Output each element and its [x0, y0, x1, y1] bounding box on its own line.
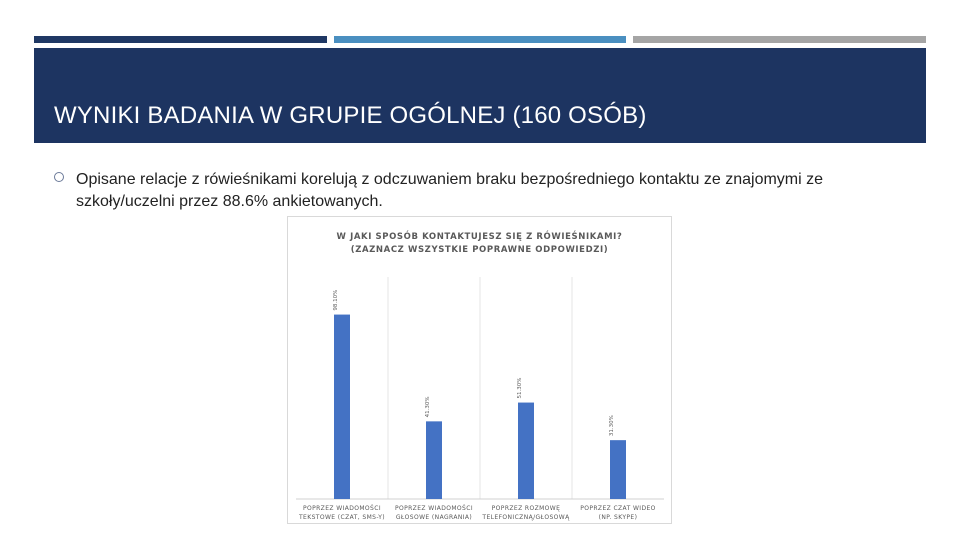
title-band [34, 48, 926, 143]
category-label-line: (NP. SKYPE) [598, 514, 638, 521]
category-label-line: POPRZEZ WIADOMOŚCI [394, 505, 474, 512]
bar [334, 315, 350, 499]
accent-bar-blue [334, 36, 626, 43]
data-label: 51.30% [517, 377, 523, 399]
chart-plot-area [288, 217, 671, 523]
bar-chart [287, 216, 672, 524]
category-label-line: POPRZEZ CZAT WIDEO [580, 505, 656, 512]
chart-title [288, 231, 671, 257]
category-label [480, 504, 572, 522]
bullet-text: Opisane relacje z rówieśnikami korelują z odczuwaniem braku bezpośredniego kontaktu ze znajomymi ze szkoły/uczelni przez 88.6% ankietowanych. [76, 171, 824, 210]
category-label [572, 504, 664, 522]
category-label-line: POPRZEZ ROZMOWĘ [491, 505, 561, 512]
category-label-line: TELEFONICZNĄ/GŁOSOWĄ [482, 514, 570, 521]
accent-bar-dark [34, 36, 327, 43]
slide-title: WYNIKI BADANIA W GRUPIE OGÓLNEJ (160 OSÓB) [54, 102, 647, 129]
data-label: 98.10% [333, 289, 339, 311]
category-label [296, 504, 388, 522]
bar [518, 403, 534, 499]
bar [610, 440, 626, 499]
chart-title-line-1: W JAKI SPOSÓB KONTAKTUJESZ SIĘ Z RÓWIEŚNIKAMI? [336, 232, 623, 242]
data-label: 41.30% [425, 396, 431, 418]
category-label [388, 504, 480, 522]
data-label: 31.30% [609, 415, 615, 437]
category-label-line: TEKSTOWE (CZAT, SMS-Y) [298, 514, 386, 521]
accent-bar-gray [633, 36, 926, 43]
chart-title-line-2: (ZAZNACZ WSZYSTKIE POPRAWNE ODPOWIEDZI) [350, 245, 609, 255]
category-label-line: POPRZEZ WIADOMOŚCI [302, 505, 382, 512]
category-label-line: GŁOSOWE (NAGRANIA) [395, 514, 473, 521]
bar [426, 421, 442, 499]
circle-bullet-icon [54, 172, 64, 182]
